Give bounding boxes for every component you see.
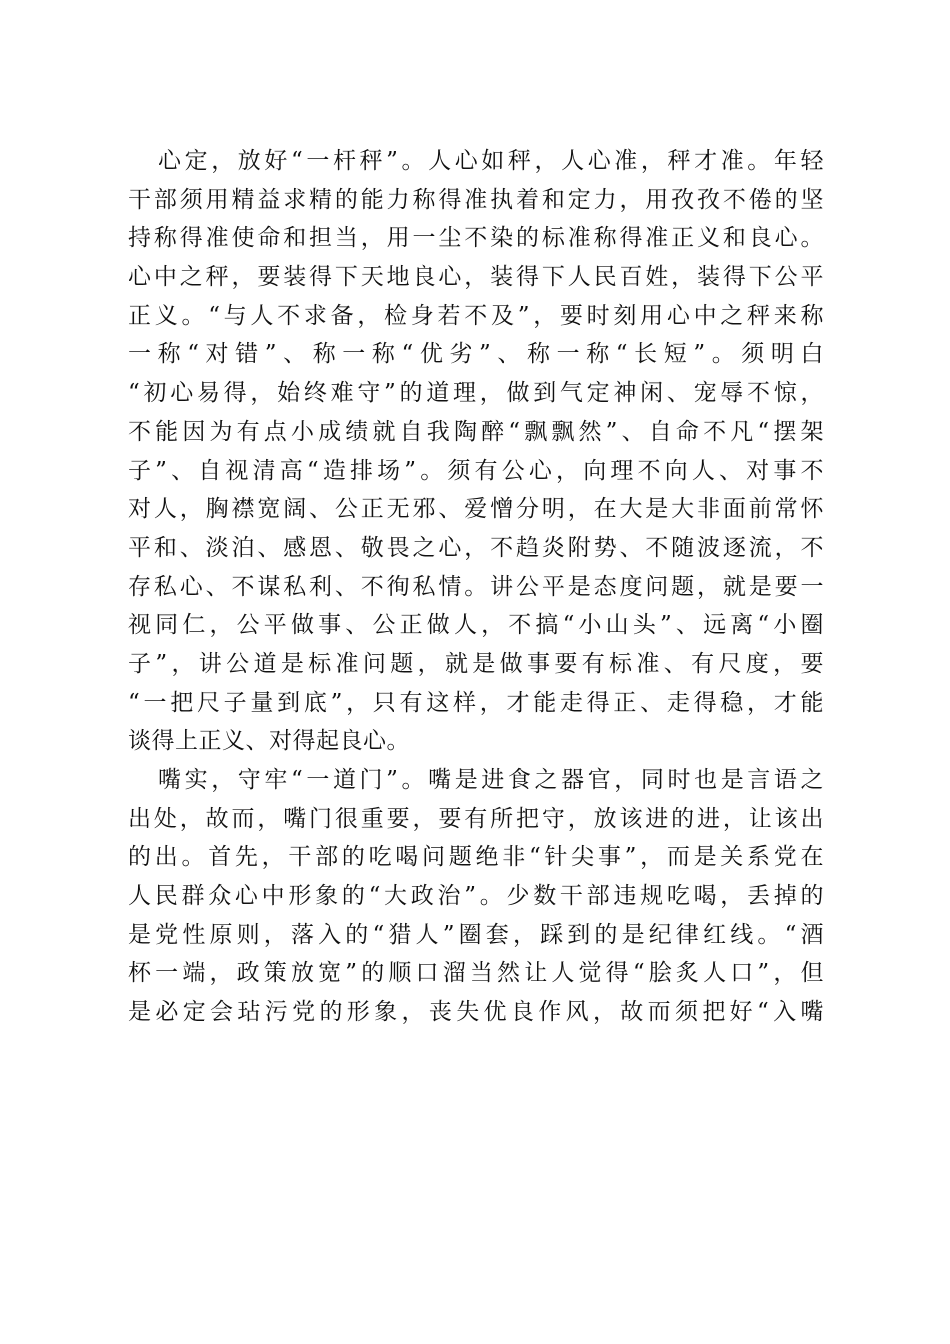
text-line: 心定，放好“一杆秤”。人心如秤，人心准，秤才准。年轻 [158,148,824,174]
text-line: 不能因为有点小成绩就自我陶醉“飘飘然”、自命不凡“摆架 [128,418,824,445]
text-line: 一称“对错”、称一称“优劣”、称一称“长短”。须明白 [128,341,824,368]
text-line: 是必定会玷污党的形象，丧失优良作风，故而须把好“入嘴 [128,999,824,1026]
text-line: 子”、自视清高“造排场”。须有公心，向理不向人、对事不 [128,457,824,484]
text-line: 干部须用精益求精的能力称得准执着和定力，用孜孜不倦的坚 [128,186,824,213]
text-line: 谈得上正义、对得起良心。 [128,728,410,755]
text-line: 的出。首先，干部的吃喝问题绝非“针尖事”，而是关系党在 [128,844,824,871]
text-line: 视同仁，公平做事、公正做人，不搞“小山头”、远离“小圈 [128,612,824,639]
text-line: 人民群众心中形象的“大政治”。少数干部违规吃喝，丢掉的 [128,883,824,910]
text-line: 嘴实，守牢“一道门”。嘴是进食之器官，同时也是言语之 [158,767,824,793]
text-line: 平和、淡泊、感恩、敬畏之心，不趋炎附势、不随波逐流，不 [128,534,824,561]
text-line: 杯一端，政策放宽”的顺口溜当然让人觉得“脍炙人口”，但 [128,960,824,987]
text-line: 对人，胸襟宽阔、公正无邪、爱憎分明，在大是大非面前常怀 [128,496,824,523]
text-line: 心中之秤，要装得下天地良心，装得下人民百姓，装得下公平 [128,264,824,291]
text-line: 出处，故而，嘴门很重要，要有所把守，放该进的进，让该出 [128,805,824,832]
text-line: 是党性原则，落入的“猎人”圈套，踩到的是纪律红线。“酒 [128,921,824,948]
text-line: 存私心、不谋私利、不徇私情。讲公平是态度问题，就是要一 [128,573,824,600]
text-line: 持称得准使命和担当，用一尘不染的标准称得准正义和良心。 [128,225,824,252]
text-line: 子”，讲公道是标准问题，就是做事要有标准、有尺度，要 [128,650,824,677]
text-line: 正义。“与人不求备，检身若不及”，要时刻用心中之秤来称 [128,302,824,329]
paragraph-conscience [128,142,824,761]
text-line: “一把尺子量到底”，只有这样，才能走得正、走得稳，才能 [128,689,824,716]
paragraph-mouth [128,761,824,1032]
text-line: “初心易得，始终难守”的道理，做到气定神闲、宠辱不惊， [128,380,824,407]
document-body [128,142,824,1032]
